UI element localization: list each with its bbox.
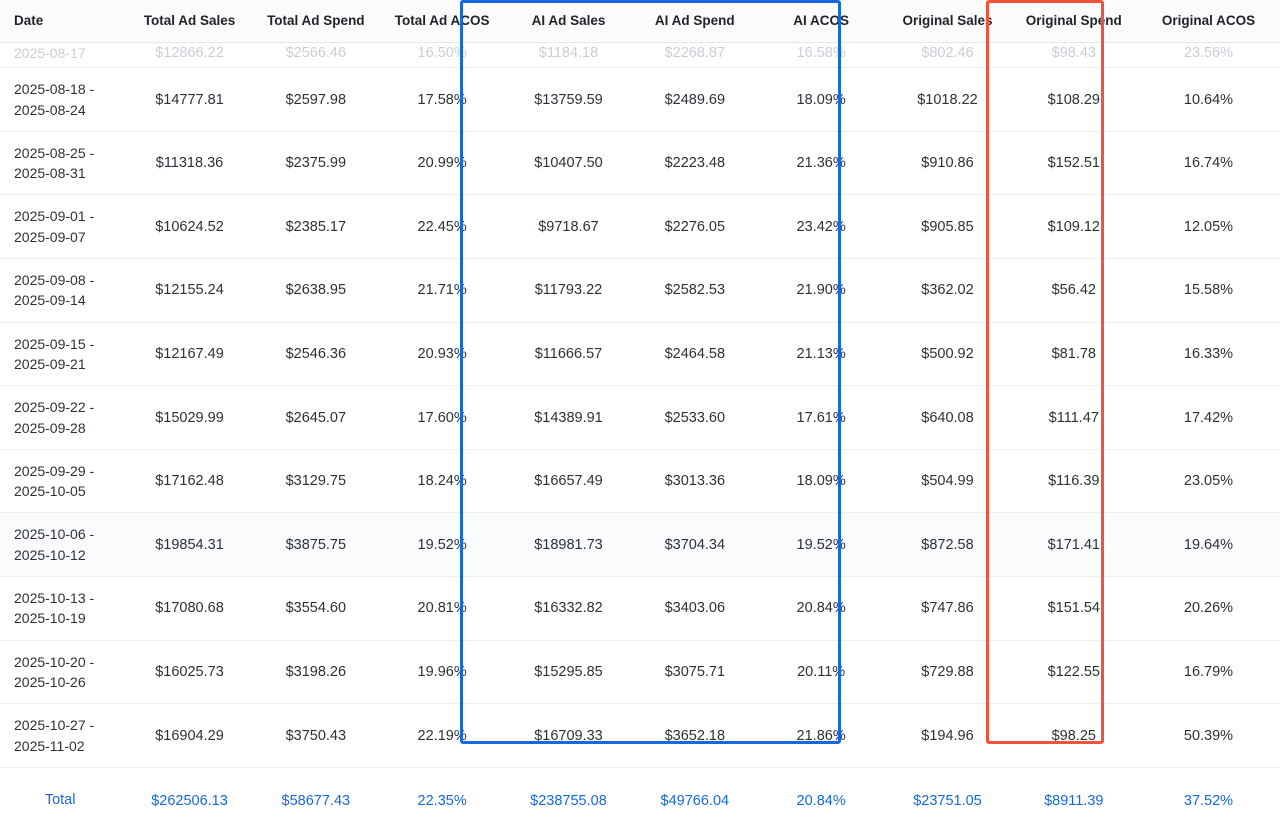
cell-original-acos: 23.56%: [1137, 43, 1280, 68]
cell-total-ad-sales: $14777.81: [126, 68, 252, 132]
cell-total-ad-spend: $2566.46: [253, 43, 379, 68]
table-row[interactable]: [0, 449, 1280, 513]
cell-total-ad-sales: $12155.24: [126, 259, 252, 323]
cell-total-ad-sales: $16025.73: [126, 640, 252, 704]
cell-original-sales: $802.46: [884, 43, 1010, 68]
cell-ai-ad-sales: $16657.49: [505, 449, 631, 513]
cell-original-spend: $108.29: [1011, 68, 1137, 132]
cell-original-spend: $8911.39: [1011, 767, 1137, 832]
cell-original-sales: $500.92: [884, 322, 1010, 386]
cell-original-sales: $23751.05: [884, 767, 1010, 832]
cell-original-sales: $362.02: [884, 259, 1010, 323]
cell-ai-ad-sales: $16332.82: [505, 577, 631, 641]
cell-original-spend: $81.78: [1011, 322, 1137, 386]
cell-total-ad-acos: 19.52%: [379, 513, 505, 577]
cell-total-ad-acos: 22.19%: [379, 704, 505, 768]
cell-original-sales: $1018.22: [884, 68, 1010, 132]
cell-ai-ad-sales: $9718.67: [505, 195, 631, 259]
header-row: [0, 0, 1280, 43]
cell-ai-ad-spend: $2223.48: [632, 131, 758, 195]
table-body: [0, 43, 1280, 832]
cell-original-spend: $151.54: [1011, 577, 1137, 641]
cell-total-ad-sales: $17162.48: [126, 449, 252, 513]
cell-ai-acos: 17.61%: [758, 386, 884, 450]
cell-date: 2025-10-13 - 2025-10-19: [0, 577, 126, 641]
cell-total-ad-spend: $3198.26: [253, 640, 379, 704]
cell-ai-acos: 23.42%: [758, 195, 884, 259]
cell-ai-acos: 21.36%: [758, 131, 884, 195]
cell-total-ad-acos: 20.81%: [379, 577, 505, 641]
table-row[interactable]: [0, 640, 1280, 704]
cell-ai-acos: 20.11%: [758, 640, 884, 704]
table-row[interactable]: [0, 322, 1280, 386]
column-header-ai-ad-spend[interactable]: AI Ad Spend: [632, 0, 758, 43]
table-row[interactable]: [0, 513, 1280, 577]
cell-original-sales: $872.58: [884, 513, 1010, 577]
cell-total-ad-acos: 17.58%: [379, 68, 505, 132]
cell-total-ad-acos: 16.50%: [379, 43, 505, 68]
cell-original-sales: $640.08: [884, 386, 1010, 450]
table-row[interactable]: [0, 704, 1280, 768]
cell-ai-ad-sales: $16709.33: [505, 704, 631, 768]
cell-ai-ad-sales: $11666.57: [505, 322, 631, 386]
cell-original-acos: 50.39%: [1137, 704, 1280, 768]
cell-date: 2025-10-06 - 2025-10-12: [0, 513, 126, 577]
cell-ai-ad-spend: $3075.71: [632, 640, 758, 704]
cell-date: 2025-09-22 - 2025-09-28: [0, 386, 126, 450]
cell-total-ad-spend: $2597.98: [253, 68, 379, 132]
cell-original-acos: 10.64%: [1137, 68, 1280, 132]
cell-ai-ad-spend: $2582.53: [632, 259, 758, 323]
table-row[interactable]: [0, 68, 1280, 132]
cell-ai-ad-sales: $238755.08: [505, 767, 631, 832]
cell-total-ad-sales: $16904.29: [126, 704, 252, 768]
table-row[interactable]: [0, 43, 1280, 68]
cell-total-ad-acos: 22.45%: [379, 195, 505, 259]
cell-ai-ad-spend: $3403.06: [632, 577, 758, 641]
cell-original-sales: $194.96: [884, 704, 1010, 768]
cell-total-ad-acos: 22.35%: [379, 767, 505, 832]
cell-original-acos: 37.52%: [1137, 767, 1280, 832]
cell-ai-ad-spend: $2268.87: [632, 43, 758, 68]
cell-original-acos: 12.05%: [1137, 195, 1280, 259]
cell-total-ad-acos: 18.24%: [379, 449, 505, 513]
cell-original-acos: 16.79%: [1137, 640, 1280, 704]
cell-original-spend: $171.41: [1011, 513, 1137, 577]
table-row[interactable]: [0, 577, 1280, 641]
cell-total-ad-sales: $17080.68: [126, 577, 252, 641]
cell-ai-acos: 21.13%: [758, 322, 884, 386]
cell-original-spend: $152.51: [1011, 131, 1137, 195]
cell-ai-ad-sales: $15295.85: [505, 640, 631, 704]
cell-ai-ad-spend: $2276.05: [632, 195, 758, 259]
cell-ai-acos: 20.84%: [758, 577, 884, 641]
cell-total-ad-sales: $10624.52: [126, 195, 252, 259]
cell-date: 2025-10-27 - 2025-11-02: [0, 704, 126, 768]
cell-original-acos: 16.74%: [1137, 131, 1280, 195]
table-header: [0, 0, 1280, 43]
cell-total-ad-acos: 19.96%: [379, 640, 505, 704]
cell-total-ad-spend: $3750.43: [253, 704, 379, 768]
cell-date: 2025-09-01 - 2025-09-07: [0, 195, 126, 259]
cell-original-sales: $747.86: [884, 577, 1010, 641]
cell-ai-ad-sales: $10407.50: [505, 131, 631, 195]
cell-ai-ad-spend: $3652.18: [632, 704, 758, 768]
cell-date: 2025-09-29 - 2025-10-05: [0, 449, 126, 513]
cell-original-sales: $905.85: [884, 195, 1010, 259]
table-row[interactable]: [0, 259, 1280, 323]
cell-total-ad-sales: $262506.13: [126, 767, 252, 832]
cell-original-acos: 15.58%: [1137, 259, 1280, 323]
cell-ai-acos: 19.52%: [758, 513, 884, 577]
cell-date: 2025-09-15 - 2025-09-21: [0, 322, 126, 386]
cell-original-spend: $98.25: [1011, 704, 1137, 768]
cell-total-ad-spend: $3129.75: [253, 449, 379, 513]
column-header-total-ad-acos[interactable]: Total Ad ACOS: [379, 0, 505, 43]
cell-ai-acos: 21.86%: [758, 704, 884, 768]
cell-date: 2025-08-17: [0, 43, 126, 68]
cell-date: 2025-09-08 - 2025-09-14: [0, 259, 126, 323]
cell-ai-ad-spend: $2489.69: [632, 68, 758, 132]
column-header-ai-acos[interactable]: AI ACOS: [758, 0, 884, 43]
cell-total-ad-spend: $2645.07: [253, 386, 379, 450]
cell-ai-ad-sales: $18981.73: [505, 513, 631, 577]
column-header-original-acos[interactable]: Original ACOS: [1137, 0, 1280, 43]
cell-original-acos: 19.64%: [1137, 513, 1280, 577]
cell-ai-ad-spend: $49766.04: [632, 767, 758, 832]
cell-total-ad-sales: $15029.99: [126, 386, 252, 450]
cell-ai-ad-sales: $11793.22: [505, 259, 631, 323]
cell-ai-acos: 16.58%: [758, 43, 884, 68]
cell-ai-acos: 18.09%: [758, 68, 884, 132]
cell-original-spend: $122.55: [1011, 640, 1137, 704]
column-header-original-spend[interactable]: Original Spend: [1011, 0, 1137, 43]
cell-total-ad-sales: $12866.22: [126, 43, 252, 68]
cell-total-ad-sales: $11318.36: [126, 131, 252, 195]
cell-total-ad-spend: $2638.95: [253, 259, 379, 323]
cell-ai-ad-sales: $14389.91: [505, 386, 631, 450]
cell-ai-acos: 18.09%: [758, 449, 884, 513]
cell-total-ad-spend: $3875.75: [253, 513, 379, 577]
cell-total-ad-spend: $2385.17: [253, 195, 379, 259]
cell-ai-ad-sales: $1184.18: [505, 43, 631, 68]
cell-ai-acos: 20.84%: [758, 767, 884, 832]
cell-total-ad-spend: $58677.43: [253, 767, 379, 832]
cell-total-ad-sales: $19854.31: [126, 513, 252, 577]
cell-total-ad-acos: 20.93%: [379, 322, 505, 386]
table-row[interactable]: [0, 131, 1280, 195]
cell-ai-acos: 21.90%: [758, 259, 884, 323]
cell-ai-ad-sales: $13759.59: [505, 68, 631, 132]
cell-original-sales: $504.99: [884, 449, 1010, 513]
cell-total-ad-acos: 17.60%: [379, 386, 505, 450]
cell-original-acos: 16.33%: [1137, 322, 1280, 386]
cell-original-spend: $116.39: [1011, 449, 1137, 513]
table-row[interactable]: [0, 195, 1280, 259]
cell-total-ad-spend: $2375.99: [253, 131, 379, 195]
column-header-date[interactable]: Date: [0, 0, 126, 43]
cell-original-spend: $109.12: [1011, 195, 1137, 259]
cell-date: 2025-08-18 - 2025-08-24: [0, 68, 126, 132]
cell-original-acos: 23.05%: [1137, 449, 1280, 513]
column-header-original-sales[interactable]: Original Sales: [884, 0, 1010, 43]
table-row[interactable]: [0, 386, 1280, 450]
cell-ai-ad-spend: $2464.58: [632, 322, 758, 386]
column-header-total-ad-spend[interactable]: Total Ad Spend: [253, 0, 379, 43]
cell-original-spend: $111.47: [1011, 386, 1137, 450]
cell-date: 2025-08-25 - 2025-08-31: [0, 131, 126, 195]
cell-ai-ad-spend: $3704.34: [632, 513, 758, 577]
table-total-row: [0, 767, 1280, 832]
cell-original-spend: $98.43: [1011, 43, 1137, 68]
cell-ai-ad-spend: $2533.60: [632, 386, 758, 450]
cell-total-label: Total: [0, 767, 126, 832]
cell-total-ad-spend: $3554.60: [253, 577, 379, 641]
column-header-total-ad-sales[interactable]: Total Ad Sales: [126, 0, 252, 43]
cell-original-acos: 20.26%: [1137, 577, 1280, 641]
cell-total-ad-spend: $2546.36: [253, 322, 379, 386]
column-header-ai-ad-sales[interactable]: AI Ad Sales: [505, 0, 631, 43]
cell-total-ad-acos: 21.71%: [379, 259, 505, 323]
cell-original-acos: 17.42%: [1137, 386, 1280, 450]
cell-original-sales: $910.86: [884, 131, 1010, 195]
cell-original-spend: $56.42: [1011, 259, 1137, 323]
cell-original-sales: $729.88: [884, 640, 1010, 704]
cell-total-ad-sales: $12167.49: [126, 322, 252, 386]
cell-date: 2025-10-20 - 2025-10-26: [0, 640, 126, 704]
cell-ai-ad-spend: $3013.36: [632, 449, 758, 513]
cell-total-ad-acos: 20.99%: [379, 131, 505, 195]
